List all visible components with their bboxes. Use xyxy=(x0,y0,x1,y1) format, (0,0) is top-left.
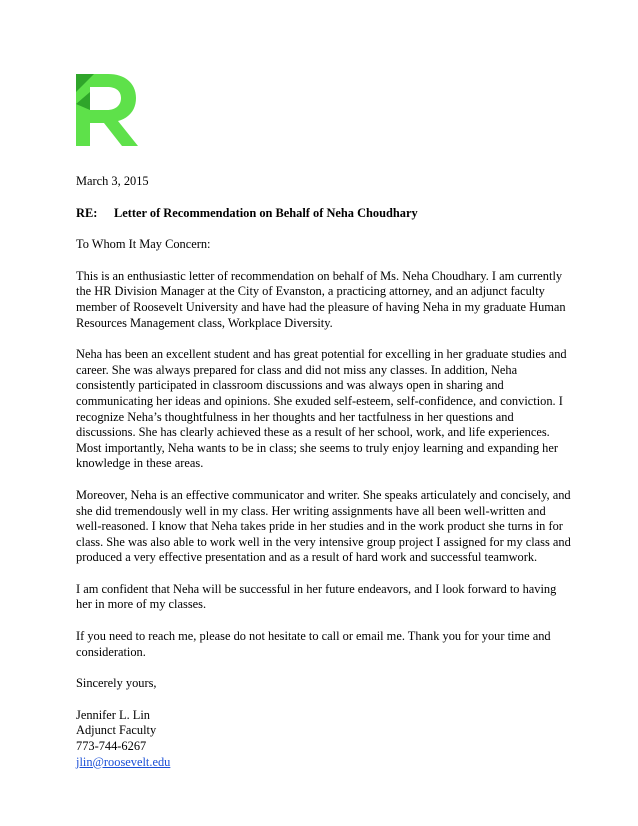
paragraph-qualities: Neha has been an excellent student and has great potential for excelling in her graduate studies and career. She was always prepared for class and did not miss any classes. In addition, Neha consistently participated in classroom discussions and was always open in sharing and communicating her ideas and opinions. She exuded self-esteem, self-confidence, and conviction. I recognize Neha’s thoughtfulness in her thoughts and her tactfulness in her questions and discussions. She has clearly achieved these as a result of her school, work, and life experiences. Most importantly, Neha wants to be in class; she seems to truly enjoy learning and expanding her knowledge in these areas. xyxy=(76,347,567,471)
letter-body xyxy=(76,174,572,770)
paragraph-communication: Moreover, Neha is an effective communicator and writer. She speaks articulately and concisely, and she did tremendously well in my class. Her writing assignments have all been well-written and well-reasoned. I know that Neha takes pride in her studies and in the work product she turns in for class. She was also able to work well in the very intensive group project I assigned for my class and produced a very effective presentation and as a result of hard work and successful teamwork. xyxy=(76,487,571,565)
salutation: To Whom It May Concern: xyxy=(76,237,211,252)
signature-phone: 773-744-6267 xyxy=(76,739,147,754)
subject-text: Letter of Recommendation on Behalf of Neha Choudhary xyxy=(114,205,418,220)
signature-name: Jennifer L. Lin xyxy=(76,707,150,722)
paragraph-confidence: I am confident that Neha will be successful in her future endeavors, and I look forward to having her in more of my classes. xyxy=(76,581,557,612)
roosevelt-r-logo xyxy=(74,74,138,146)
subject-line xyxy=(76,206,572,222)
closing: Sincerely yours, xyxy=(76,676,157,691)
re-label: RE: xyxy=(76,205,98,220)
signature-title: Adjunct Faculty xyxy=(76,723,157,738)
paragraph-intro: This is an enthusiastic letter of recommendation on behalf of Ms. Neha Choudhary. I am currently the HR Division Manager at the City of Evanston, a practicing attorney, and an adjunct faculty member of Roosevelt University and have had the pleasure of having Neha in my graduate Human Resources Management class, Workplace Diversity. xyxy=(76,268,566,330)
letter-date: March 3, 2015 xyxy=(76,174,149,188)
paragraph-contact: If you need to reach me, please do not hesitate to call or email me. Thank you for your time and consideration. xyxy=(76,629,551,659)
email-link[interactable]: jlin@roosevelt.edu xyxy=(76,754,171,769)
